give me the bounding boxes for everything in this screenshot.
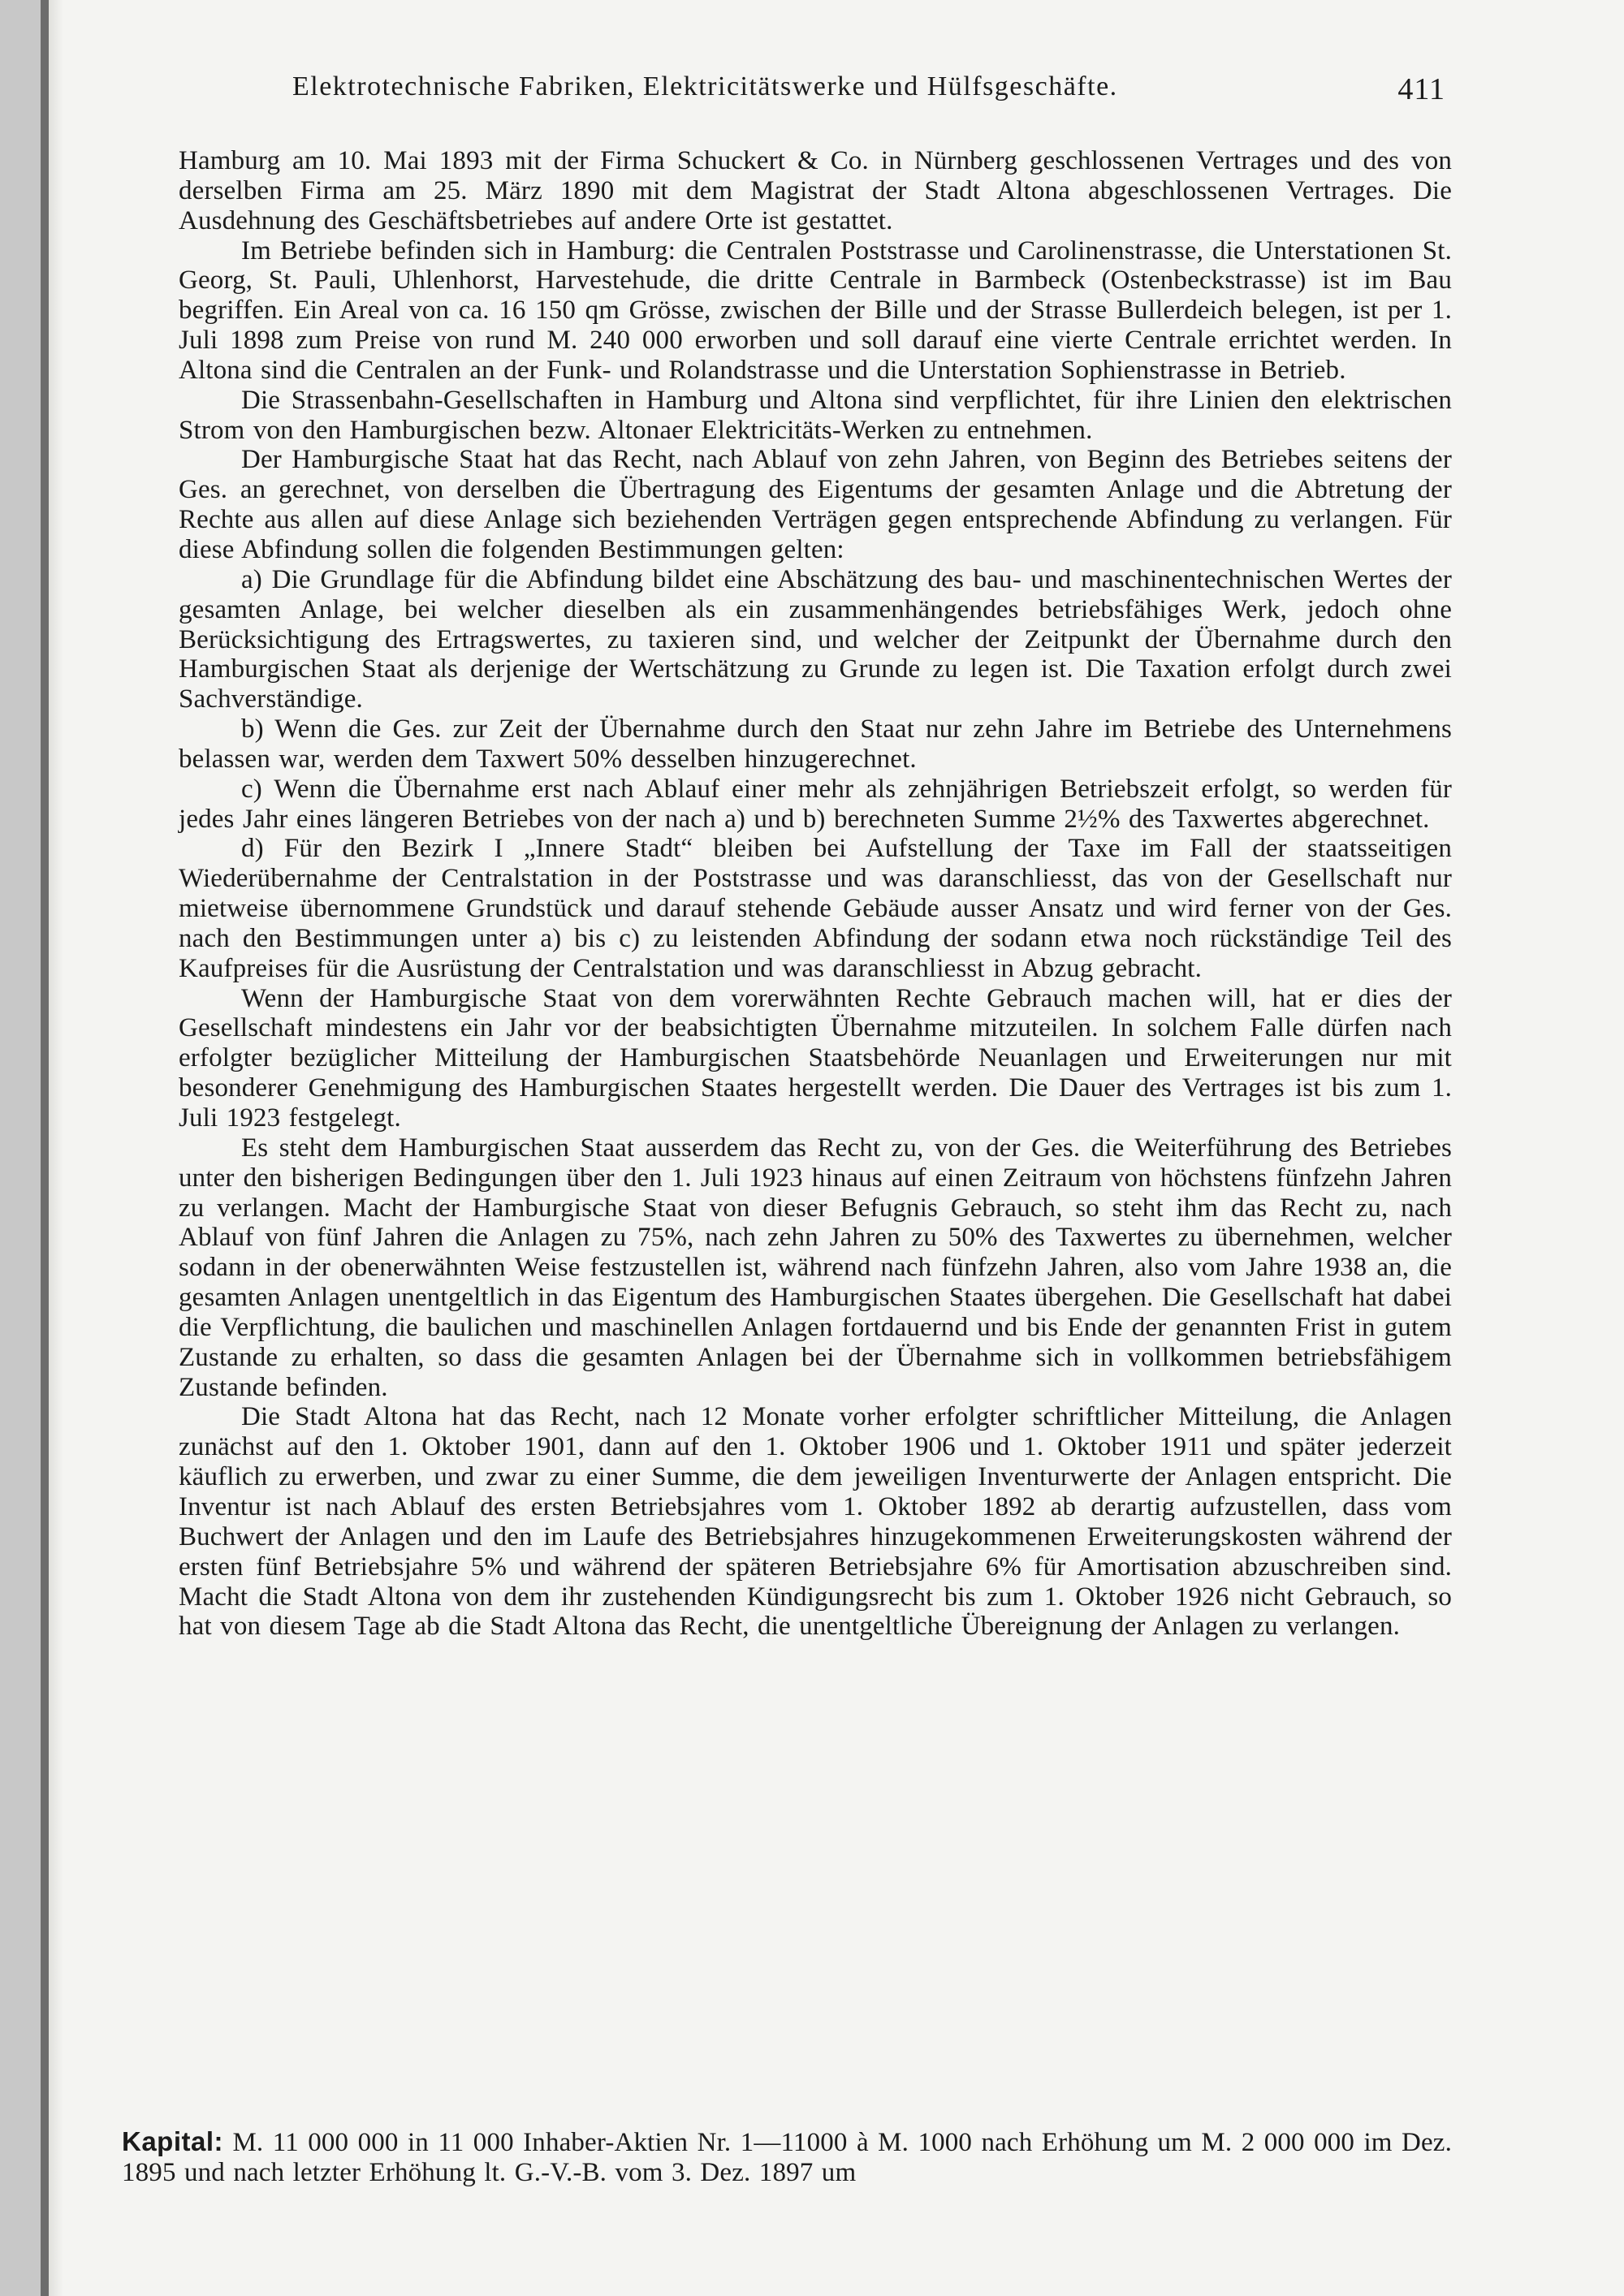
paragraph: Die Strassenbahn-Gesellschaften in Hamburg und Altona sind verpflichtet, für ihre Linien den elektrischen Strom von den Hamburgischen bezw. Altonaer Elektricitäts-Werken zu entnehmen. — [179, 385, 1452, 445]
paragraph-clause-a: a) Die Grundlage für die Abfindung bildet eine Abschätzung des bau- und maschinentechnischen Wertes der gesamten Anlage, bei welcher dieselben als ein zusammenhängendes betriebsfähiges Werk, jedoch ohne Berücksichtigung des Ertragswertes, zu taxieren sind, und welcher der Zeitpunkt der Übernahme durch den Hamburgischen Staat als derjenige der Wertschätzung zu Grunde zu legen ist. Die Taxation erfolgt durch zwei Sachverständige. — [179, 564, 1452, 714]
page-number: 411 — [1397, 72, 1445, 106]
paragraph-clause-b: b) Wenn die Ges. zur Zeit der Übernahme durch den Staat nur zehn Jahre im Betriebe des Unternehmens belassen war, werden dem Taxwert 50% desselben hinzugerechnet. — [179, 714, 1452, 774]
paragraph-clause-d: d) Für den Bezirk I „Innere Stadt“ bleiben bei Aufstellung der Taxe im Fall der staatsseitigen Wiederübernahme der Centralstation in der Poststrasse und was daranschliesst, das von der Gesellschaft nur mietweise übernommene Grundstück und darauf stehende Gebäude ausser Ansatz und wird ferner von der Ges. nach den Bestimmungen unter a) bis c) zu leistenden Abfindung der sodann etwa noch rückständige Teil des Kaufpreises für die Ausrüstung der Centralstation und was daranschliesst in Abzug gebracht. — [179, 834, 1452, 983]
paragraph: Im Betriebe befinden sich in Hamburg: die Centralen Poststrasse und Carolinenstrasse, die Unterstationen St. Georg, St. Pauli, Uhlenhorst, Harvestehude, die dritte Centrale in Barmbeck (Ostenbeckstrasse) ist im Bau begriffen. Ein Areal von ca. 16 150 qm Grösse, zwischen der Bille und der Strasse Bullerdeich belegen, ist per 1. Juli 1898 zum Preise von rund M. 240 000 erworben und soll darauf eine vierte Centrale errichtet werden. In Altona sind die Centralen an der Funk- und Rolandstrasse und die Unterstation Sophienstrasse in Betrieb. — [179, 235, 1452, 385]
body-text — [179, 146, 1452, 1642]
paragraph: Der Hamburgische Staat hat das Recht, nach Ablauf von zehn Jahren, von Beginn des Betriebes seitens der Ges. an gerechnet, von derselben die Übertragung des Eigentums der gesamten Anlage und die Abtretung der Rechte aus allen auf diese Anlage sich beziehenden Verträgen gegen entsprechende Abfindung zu verlangen. Für diese Abfindung sollen die folgenden Bestimmungen gelten: — [179, 445, 1452, 564]
paragraph: Es steht dem Hamburgischen Staat ausserdem das Recht zu, von der Ges. die Weiterführung des Betriebes unter den bisherigen Bedingungen über den 1. Juli 1923 hinaus auf einen Zeitraum von höchstens fünfzehn Jahren zu verlangen. Macht der Hamburgische Staat von dieser Befugnis Gebrauch, so steht ihm das Recht zu, nach Ablauf von fünf Jahren die Anlagen zu 75%, nach zehn Jahren zu 50% des Taxwertes zu übernehmen, welcher sodann in der obenerwähnten Weise festzustellen ist, während nach fünfzehn Jahren, also vom Jahre 1938 an, die gesamten Anlagen unentgeltlich in das Eigentum des Hamburgischen Staates übergehen. Die Gesellschaft hat dabei die Verpflichtung, die baulichen und maschinellen Anlagen fortdauernd und bis Ende der genannten Frist in gutem Zustande zu erhalten, so dass die gesamten Anlagen bei der Übernahme sich in vollkommen betriebsfähigem Zustande befinden. — [179, 1133, 1453, 1402]
paragraph-clause-c: c) Wenn die Übernahme erst nach Ablauf einer mehr als zehnjährigen Betriebszeit erfolgt, so werden für jedes Jahr eines längeren Betriebes von der nach a) und b) berechneten Summe 2½% des Taxwertes abgerechnet. — [179, 774, 1452, 834]
paragraph: Die Stadt Altona hat das Recht, nach 12 Monate vorher erfolgter schriftlicher Mitteilung, die Anlagen zunächst auf den 1. Oktober 1901, dann auf den 1. Oktober 1906 und 1. Oktober 1911 und später jederzeit käuflich zu erwerben, und zwar zu einer Summe, die dem jeweiligen Inventurwerte der Anlagen entspricht. Die Inventur ist nach Ablauf des ersten Betriebsjahres vom 1. Oktober 1892 ab derartig aufzustellen, dass vom Buchwert der Anlagen und den im Laufe des Betriebsjahres hinzugekommenen Erweiterungskosten während der ersten fünf Betriebsjahre 5% und während der späteren Betriebsjahre 6% für Amortisation abzuschreiben sind. Macht die Stadt Altona von dem ihr zustehenden Kündigungsrecht bis zum 1. Oktober 1926 nicht Gebrauch, so hat von diesem Tage ab die Stadt Altona das Recht, die unentgeltliche Übereignung der Anlagen zu verlangen. — [179, 1402, 1452, 1642]
running-head: Elektrotechnische Fabriken, Elektricitätswerke und Hülfsgeschäfte. — [292, 71, 1118, 101]
page-binding-edge — [0, 0, 63, 2296]
kapital-label: Kapital: — [122, 2126, 224, 2156]
paragraph: Wenn der Hamburgische Staat von dem vorerwähnten Rechte Gebrauch machen will, hat er dies der Gesellschaft mindestens ein Jahr vor der beabsichtigten Übernahme mitzuteilen. In solchem Falle dürfen nach erfolgter bezüglicher Mitteilung der Hamburgischen Staatsbehörde Neuanlagen und Erweiterungen nur mit besonderer Genehmigung des Hamburgischen Staates hergestellt werden. Die Dauer des Vertrages ist bis zum 1. Juli 1923 festgelegt. — [179, 983, 1452, 1133]
page-header — [179, 71, 1445, 110]
paragraph: Hamburg am 10. Mai 1893 mit der Firma Schuckert & Co. in Nürnberg geschlossenen Vertrages und des von derselben Firma am 25. März 1890 mit dem Magistrat der Stadt Altona abgeschlossenen Vertrages. Die Ausdehnung des Geschäftsbetriebes auf andere Orte ist gestattet. — [179, 146, 1452, 235]
kapital-entry — [122, 2127, 1452, 2188]
kapital-text: M. 11 000 000 in 11 000 Inhaber-Aktien Nr. 1—11000 à M. 1000 nach Erhöhung um M. 2 000 000 im Dez. 1895 und nach letzter Erhöhung lt. G.-V.-B. vom 3. Dez. 1897 um — [122, 2128, 1453, 2187]
